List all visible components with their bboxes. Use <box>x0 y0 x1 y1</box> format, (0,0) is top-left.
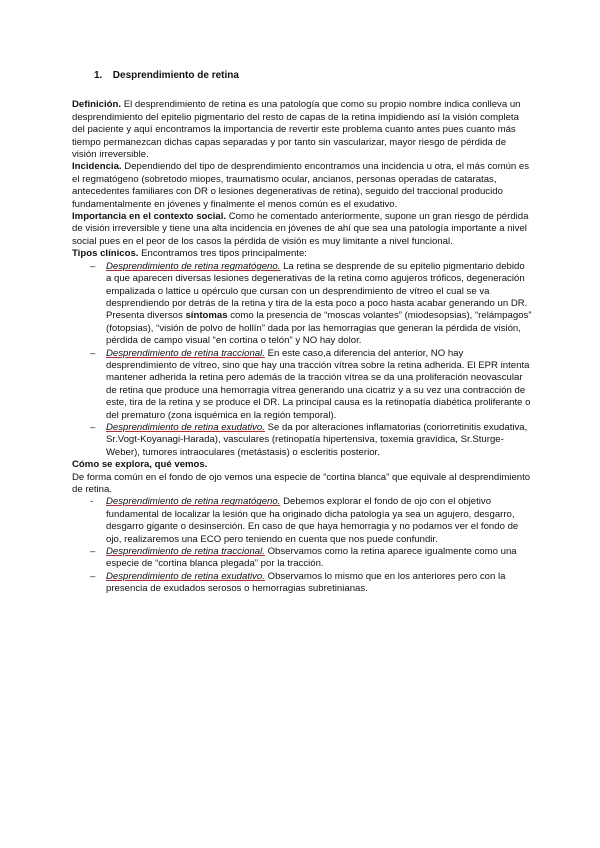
list-dash: – <box>90 347 96 359</box>
list-dash: - <box>90 496 94 508</box>
tipos-paragraph <box>72 248 532 260</box>
tipos-label: Tipos clínicos. <box>72 248 139 260</box>
list-item-title: Desprendimiento de retina regmatógeno. <box>106 260 281 272</box>
importancia-text: Como he comentado anteriormente, supone un gran riesgo de pérdida de visión irreversible y tiene una alta incidencia en jóvenes de ahí que sea una patología importante a nivel social pues en el peor de los casos la pérdida de visión es muy limitante a nivel funcional. <box>72 211 529 247</box>
document-page <box>72 70 532 596</box>
list-item <box>72 546 532 571</box>
list-dash: – <box>90 546 96 558</box>
definicion-label: Definición. <box>72 99 122 111</box>
list-item-title: Desprendimiento de retina traccional. <box>106 347 265 359</box>
list-item-text: Debemos explorar el fondo de ojo con el objetivo fundamental de localizar la lesión que ha originado dicha patología ya sea un agujero, desgarro, desgarro gigante o desinserción. En caso de que haya hemorragia y no podamos ver el fondo de ojo, realizaremos una ECO pero teniendo en cuenta que nos puede confundir. <box>106 496 519 545</box>
explora-heading <box>72 459 532 471</box>
incidencia-label: Incidencia. <box>72 161 122 173</box>
list-item <box>72 496 532 546</box>
heading-number: 1. <box>94 70 103 81</box>
section-heading <box>94 70 532 82</box>
list-item <box>72 261 532 348</box>
list-item-text: La retina se desprende de su epitelio pigmentario debido a que aparecen diversas lesiones degenerativas de la retina como agujeros tróficos, degeneración empalizada o lattice u opérculo que cursan con un desprendimiento de vítreo el cual se va desprendiendo por detrás de la retina y tira de la esta poco a poco hasta acabar generando un DR. Presenta diversos <box>106 260 528 322</box>
explora-list <box>72 496 532 595</box>
tipos-text: Encontramos tres tipos principalmente: <box>138 248 307 260</box>
list-dash: – <box>90 260 96 272</box>
list-item-title: Desprendimiento de retina exudativo. <box>106 570 265 582</box>
list-item-text-b: como la presencia de “moscas volantes” (miodesopsias), “relámpagos” (fotopsias), “visión de polvo de hollín” dada por las hemorragias que generan la pérdida de visión, pérdida de campo visual “en cortina o telón” y NO hay dolor. <box>106 310 532 347</box>
list-item-title: Desprendimiento de retina traccional. <box>106 546 265 558</box>
list-item-text: Observamos como la retina aparece igualmente como una especie de “cortina blanca plegada” por la tracción. <box>106 546 517 570</box>
list-item <box>72 422 532 459</box>
tipos-list <box>72 261 532 460</box>
list-item-text: En este caso,a diferencia del anterior, NO hay desprendimiento de vítreo, sino que hay una tracción vítrea sobre la retina adherida. El EPR intenta mantener adherida la retina pero además de la tracción vítrea se da una proliferación neovascular de retina que produce una hemorragia vítrea generando una cicatriz y a su vez una contracción de este, tira de la retina y se produce el DR. La principal causa es la retinopatía diabética proliferante o del prematuro (zona isquémica en la región temporal). <box>106 347 531 421</box>
list-item <box>72 348 532 422</box>
incidencia-text: Dependiendo del tipo de desprendimiento encontramos una incidencia u otra, el más común es el regmatógeno (sobretodo miopes, traumatismo ocular, ancianos, personas operadas de cataratas, antecedentes familiares con DR o lesiones degenerativas de retina), seguido del traccional producido fundamentalmente en jóvenes y finalmente el menos común es el exudativo. <box>72 161 530 210</box>
definicion-paragraph <box>72 99 532 161</box>
list-item-title: Desprendimiento de retina exudativo. <box>106 421 265 433</box>
list-item-text: Se da por alteraciones inflamatorias (coriorretinitis exudativa, Sr.Vogt-Koyanagi-Harada), vasculares (retinopatía hipertensiva, toxemia gravídica, Sr.Sturge-Weber), tumores intraoculares (metástasis) o escleritis posterior. <box>106 421 528 458</box>
heading-title: Desprendimiento de retina <box>112 70 239 81</box>
importancia-paragraph <box>72 211 532 248</box>
list-item-title: Desprendimiento de retina regmatógeno. <box>106 496 281 508</box>
explora-paragraph: De forma común en el fondo de ojo vemos una especie de “cortina blanca” que equivale al desprendimiento de retina. <box>72 471 531 495</box>
list-item-bold: síntomas <box>185 310 228 322</box>
incidencia-paragraph <box>72 161 532 211</box>
list-dash: – <box>90 570 96 582</box>
explora-label: Cómo se explora, qué vemos. <box>72 459 208 471</box>
list-dash: – <box>90 421 96 433</box>
importancia-label: Importancia en el contexto social. <box>72 211 227 223</box>
list-item <box>72 571 532 596</box>
definicion-text: El desprendimiento de retina es una patología que como su propio nombre indica conlleva un desprendimiento del epitelio pigmentario del resto de capas de la retina impidiendo así la visión completa del paciente y aquí encontramos la importancia de revertir este problema cuanto antes pues cuanto más tiempo permanezcan dichas capas separadas y por tanto sin vascularizar, mayor riesgo de pérdida de visión irreversible. <box>72 99 521 161</box>
list-item-text: Observamos lo mismo que en los anteriores pero con la presencia de exudados serosos o hemorragias subretinianas. <box>106 570 506 595</box>
